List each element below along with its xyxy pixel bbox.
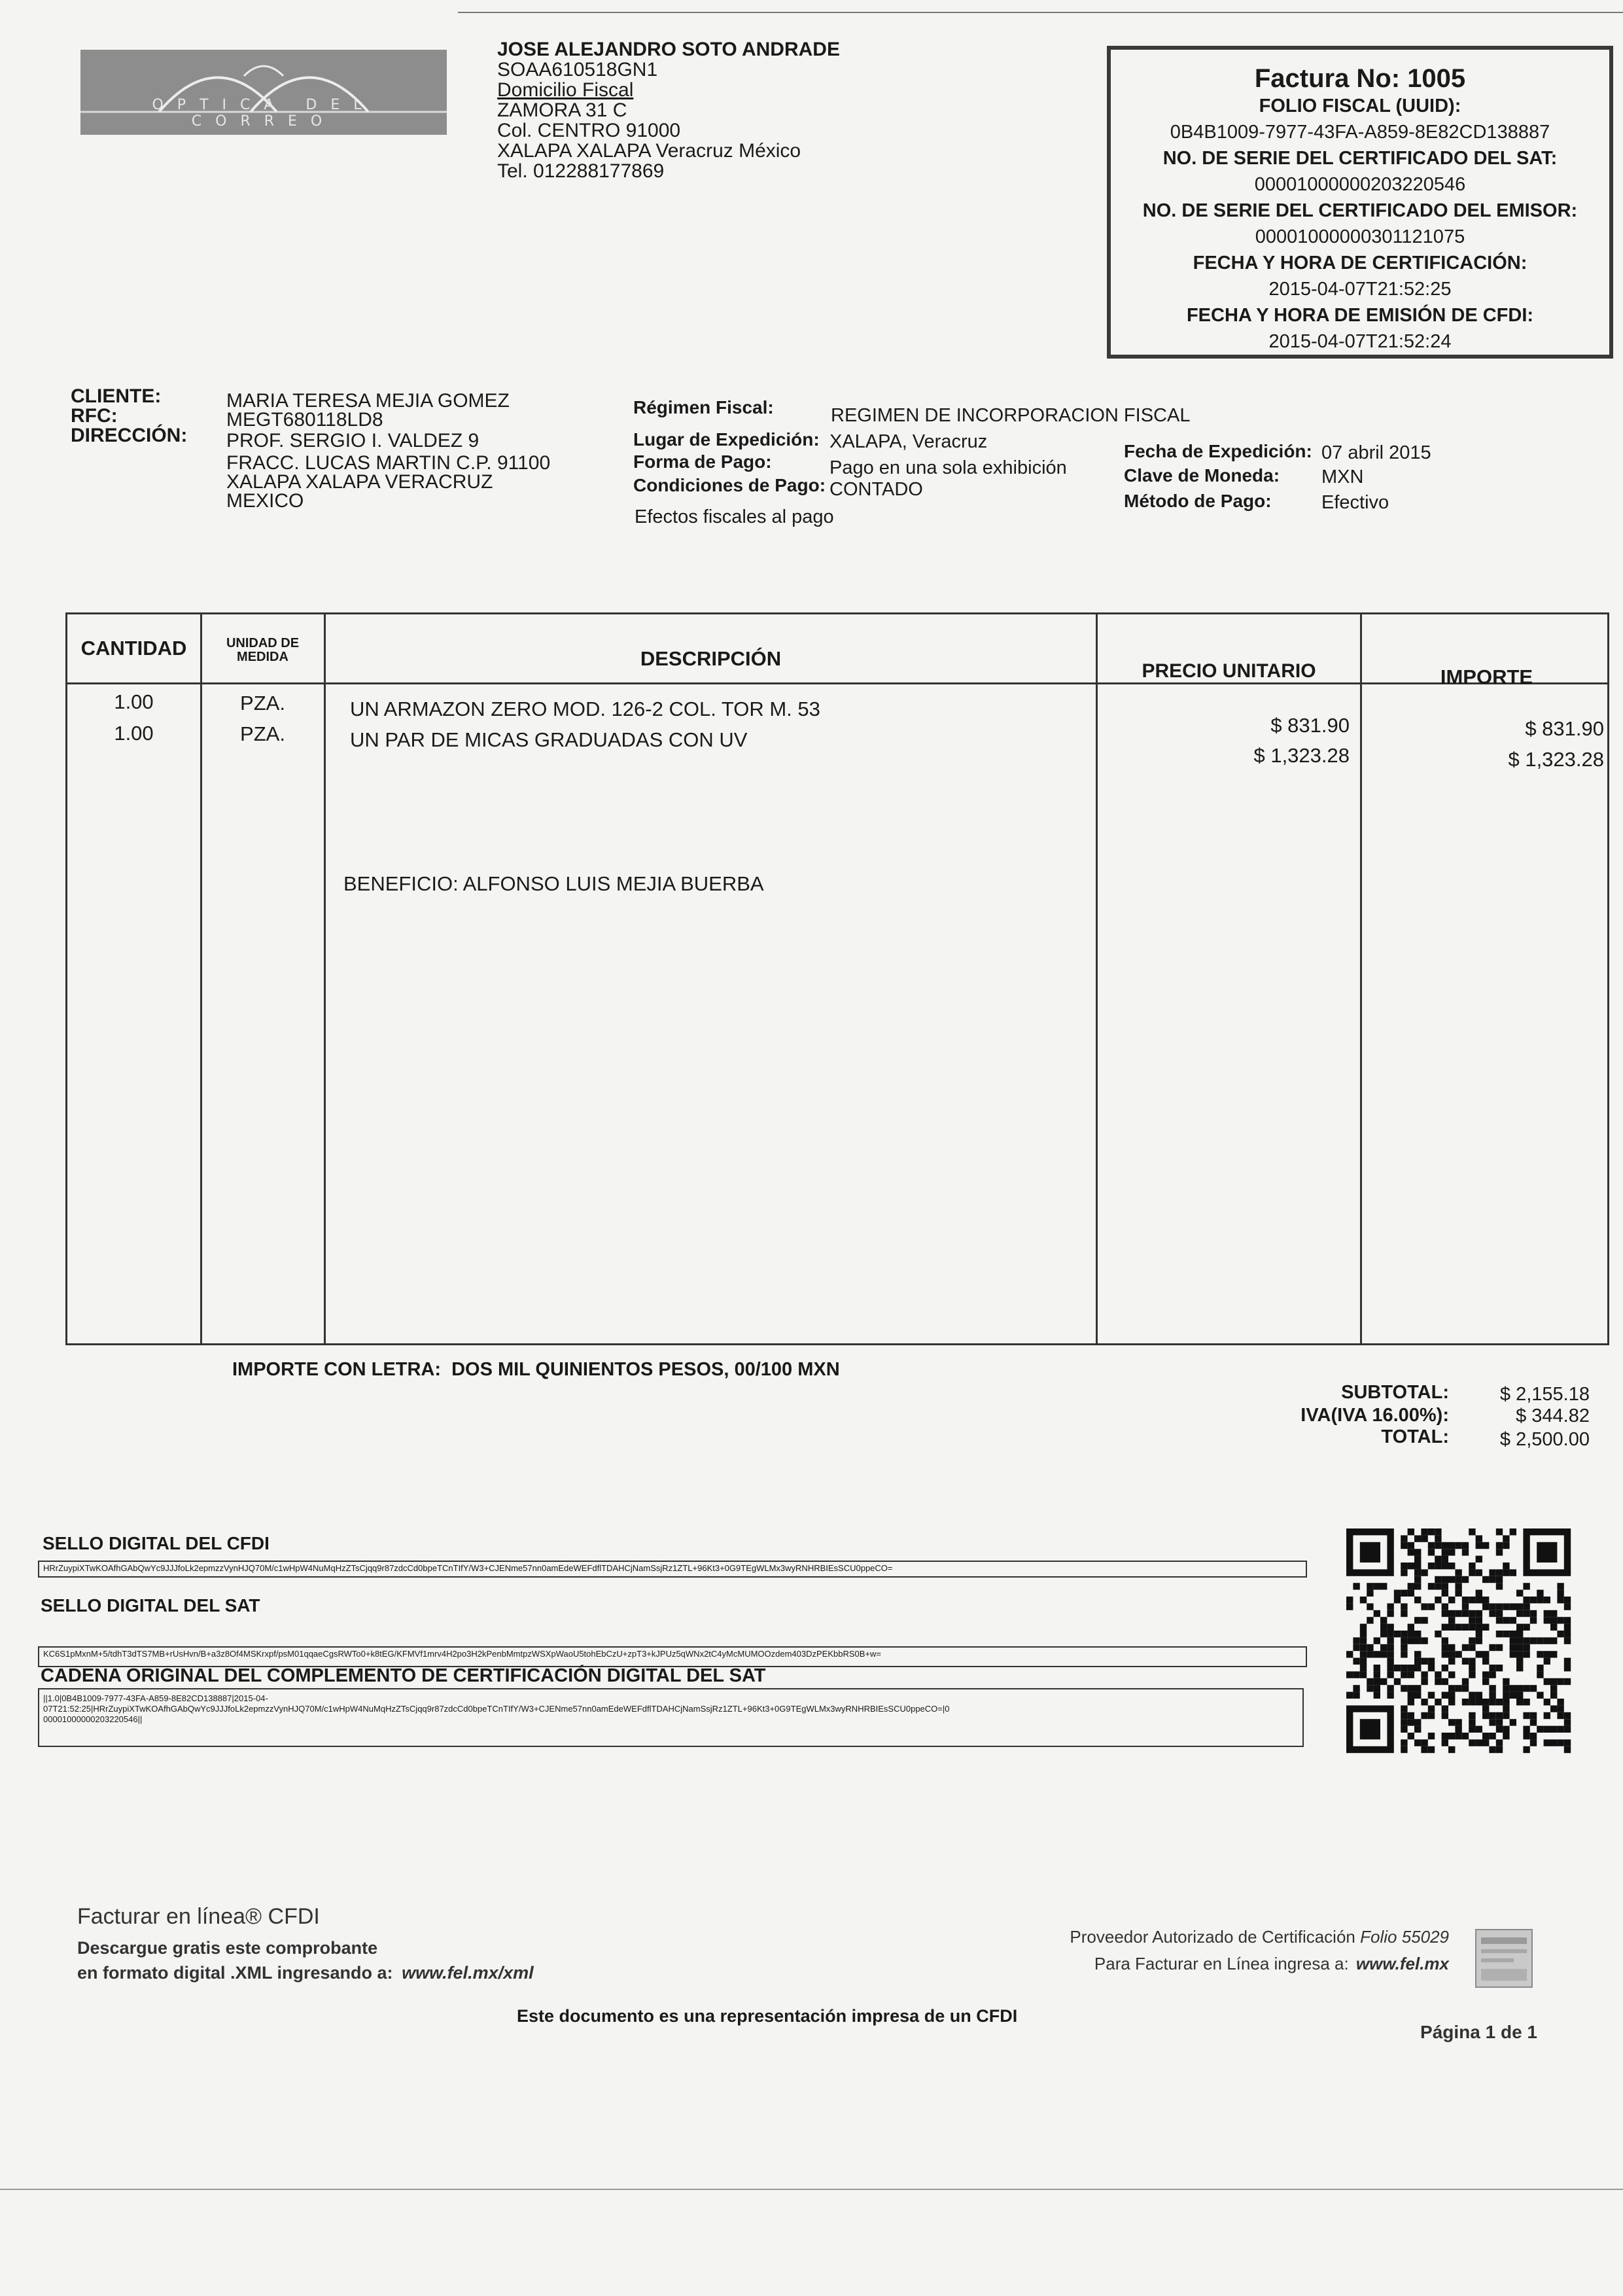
footer-folio: Folio 55029 — [1360, 1927, 1449, 1947]
qr-code-icon — [1346, 1528, 1575, 1754]
fiscal-info-box — [1107, 46, 1613, 359]
cert-date-value: 2015-04-07T21:52:25 — [1268, 279, 1452, 300]
footer-download-1: Descargue gratis este comprobante — [77, 1938, 378, 1958]
total-value: $ 2,500.00 — [1499, 1429, 1590, 1450]
subtotal-label: SUBTOTAL: — [1341, 1382, 1449, 1403]
row2-descripcion: UN PAR DE MICAS GRADUADAS CON UV — [350, 728, 748, 751]
issuer-phone: Tel. 012288177869 — [497, 160, 665, 182]
issuer-city: XALAPA XALAPA Veracruz México — [497, 140, 801, 162]
sello-cfdi-box — [38, 1561, 1307, 1578]
scan-bottom-edge — [0, 2189, 1623, 2190]
client-name: MARIA TERESA MEJIA GOMEZ — [226, 390, 510, 412]
efectos-text: Efectos fiscales al pago — [635, 506, 834, 527]
cert-date-label: FECHA Y HORA DE CERTIFICACIÓN: — [1193, 253, 1527, 274]
client-address-2: FRACC. LUCAS MARTIN C.P. 91100 — [226, 452, 551, 474]
row2-unidad: PZA. — [240, 722, 285, 745]
cadena-line-3: 00001000000203220546|| — [43, 1714, 143, 1724]
row2-importe: $ 1,323.28 — [1508, 748, 1604, 771]
condiciones-label: Condiciones de Pago: — [633, 475, 826, 495]
iva-value: $ 344.82 — [1516, 1405, 1590, 1426]
sello-cfdi-value: HRrZuypiXTwKOAfhGAbQwYc9JJJfoLk2epmzzVynHJQ70M/c1wHpW4NuMqHzZTsCjqq9r87zdcCd0bpeTCnTIfY/W3+CJENme57nn0amEdeWEFdflTDAHCjNamSsjRz1ZTL+96Kt3+0G9TEgWLMx3wyRNHRBIEsSCU0ppeCO= — [43, 1563, 893, 1573]
condiciones-value: CONTADO — [829, 479, 923, 500]
sello-sat-label: SELLO DIGITAL DEL SAT — [41, 1595, 260, 1616]
header-descripcion: DESCRIPCIÓN — [640, 647, 782, 670]
cadena-box — [38, 1688, 1304, 1747]
client-address-3: XALAPA XALAPA VERACRUZ — [226, 471, 493, 493]
sello-sat-box — [38, 1646, 1307, 1667]
row1-precio: $ 831.90 — [1270, 714, 1350, 737]
metodo-label: Método de Pago: — [1124, 491, 1272, 511]
footer-para: Para Facturar en Línea ingresa a: — [1094, 1954, 1349, 1973]
forma-value: Pago en una sola exhibición — [829, 457, 1067, 478]
regimen-value: REGIMEN DE INCORPORACION FISCAL — [831, 405, 1191, 426]
sat-cert-value: 00001000000203220546 — [1254, 174, 1466, 195]
iva-label: IVA(IVA 16.00%): — [1300, 1405, 1449, 1426]
fecha-label: Fecha de Expedición: — [1124, 441, 1312, 461]
metodo-value: Efectivo — [1321, 492, 1389, 513]
importe-letra-label: IMPORTE CON LETRA: — [232, 1359, 441, 1380]
cadena-label: CADENA ORIGINAL DEL COMPLEMENTO DE CERTIFICACIÓN DIGITAL DEL SAT — [41, 1665, 766, 1686]
forma-label: Forma de Pago: — [633, 451, 772, 472]
client-address-4: MEXICO — [226, 490, 304, 512]
client-rfc: MEGT680118LD8 — [226, 409, 383, 431]
sello-sat-value: KC6S1pMxnM+5/tdhT3dTS7MB+rUsHvn/B+a3z8Of4MSKrxpf/psM01qqaeCgsRWTo0+k8tEG/KFMVf1mrv4H2po3H2kPenbMmtpzWSXpWaoU5tohEbCzU+zpT3+kJPUz5qWNx2tC4yMcMUMOOzdem403DzPEKbbRS0B+w= — [43, 1649, 882, 1659]
importe-letra — [232, 1359, 840, 1381]
items-table — [65, 612, 1609, 1345]
emisor-cert-value: 00001000000301121075 — [1255, 226, 1465, 247]
uuid-label: FOLIO FISCAL (UUID): — [1259, 96, 1461, 116]
logo-text: OPTICA DEL CORREO — [152, 97, 375, 130]
issuer-name: JOSE ALEJANDRO SOTO ANDRADE — [497, 39, 840, 60]
client-address-label: DIRECCIÓN: — [71, 425, 188, 446]
row1-descripcion: UN ARMAZON ZERO MOD. 126-2 COL. TOR M. 53 — [350, 698, 820, 720]
issuer-domicilio-label: Domicilio Fiscal — [497, 79, 634, 101]
sat-seal-icon — [1475, 1928, 1533, 1988]
lugar-label: Lugar de Expedición: — [633, 429, 820, 450]
moneda-label: Clave de Moneda: — [1124, 465, 1280, 486]
footer-para-block — [1021, 1954, 1449, 1974]
header-unidad-line1: UNIDAD DE — [226, 636, 300, 650]
cadena-line-2: 07T21:52:25|HRrZuypiXTwKOAfhGAbQwYc9JJJfoLk2epmzzVynHJQ70M/c1wHpW4NuMqHzZTsCjqq9r87zdcCd0bpeTCnTIfY/W3+CJENme57nn0amEdeWEFdflTDAHCjNamSsjRz1ZTL+96Kt3+0G9TEgWLMx3wyRNHRBIEsSCU0ppeCO=|0 — [43, 1704, 950, 1714]
invoice-number: Factura No: 1005 — [1254, 64, 1466, 93]
beneficio-text: BENEFICIO: ALFONSO LUIS MEJIA BUERBA — [343, 872, 764, 895]
cadena-line-1: ||1.0|0B4B1009-7977-43FA-A859-8E82CD138887|2015-04- — [43, 1693, 268, 1703]
footer-representacion: Este documento es una representación impresa de un CFDI — [517, 2006, 1018, 2026]
issuer-street: ZAMORA 31 C — [497, 99, 627, 121]
client-label: CLIENTE: — [71, 385, 162, 407]
moneda-value: MXN — [1321, 467, 1364, 487]
row1-importe: $ 831.90 — [1525, 717, 1604, 740]
sello-cfdi-label: SELLO DIGITAL DEL CFDI — [43, 1533, 270, 1553]
row1-cantidad: 1.00 — [114, 690, 154, 713]
footer-proveedor-block — [1021, 1927, 1449, 1947]
header-importe: IMPORTE — [1440, 665, 1533, 688]
header-cantidad: CANTIDAD — [80, 637, 187, 660]
header-unidad — [201, 637, 324, 664]
footer-brand: Facturar en línea® CFDI — [77, 1904, 320, 1929]
client-rfc-label: RFC: — [71, 405, 118, 427]
emission-date-label: FECHA Y HORA DE EMISIÓN DE CFDI: — [1186, 305, 1534, 326]
issuer-rfc: SOAA610518GN1 — [497, 59, 658, 80]
issuer-block — [497, 39, 840, 181]
footer-download-2: en formato digital .XML ingresando a: — [77, 1963, 393, 1983]
sat-cert-label: NO. DE SERIE DEL CERTIFICADO DEL SAT: — [1162, 148, 1558, 169]
client-address-1: PROF. SERGIO I. VALDEZ 9 — [226, 430, 480, 451]
regimen-label: Régimen Fiscal: — [633, 397, 774, 417]
row1-unidad: PZA. — [240, 692, 285, 715]
footer-para-url[interactable]: www.fel.mx — [1355, 1954, 1449, 1973]
emisor-cert-label: NO. DE SERIE DEL CERTIFICADO DEL EMISOR: — [1142, 200, 1578, 221]
header-precio: PRECIO UNITARIO — [1142, 660, 1316, 682]
col-divider-2 — [324, 614, 326, 1343]
issuer-colonia: Col. CENTRO 91000 — [497, 120, 681, 141]
subtotal-value: $ 2,155.18 — [1499, 1384, 1590, 1405]
footer-download-url[interactable]: www.fel.mx/xml — [402, 1963, 534, 1983]
total-label: TOTAL: — [1381, 1426, 1449, 1447]
emission-date-value: 2015-04-07T21:52:24 — [1268, 331, 1452, 352]
lugar-value: XALAPA, Veracruz — [829, 431, 988, 452]
importe-letra-value: DOS MIL QUINIENTOS PESOS, 00/100 MXN — [451, 1359, 840, 1380]
row2-cantidad: 1.00 — [114, 722, 154, 745]
company-logo — [80, 50, 447, 135]
footer-proveedor: Proveedor Autorizado de Certificación — [1070, 1927, 1355, 1947]
row2-precio: $ 1,323.28 — [1253, 744, 1350, 767]
footer-download-2-block — [77, 1963, 534, 1983]
footer-pagina: Página 1 de 1 — [1420, 2022, 1537, 2042]
uuid-value: 0B4B1009-7977-43FA-A859-8E82CD138887 — [1170, 122, 1550, 143]
scan-edge-line — [458, 12, 1623, 13]
header-unidad-line2: MEDIDA — [237, 650, 288, 664]
fecha-value: 07 abril 2015 — [1321, 442, 1431, 463]
